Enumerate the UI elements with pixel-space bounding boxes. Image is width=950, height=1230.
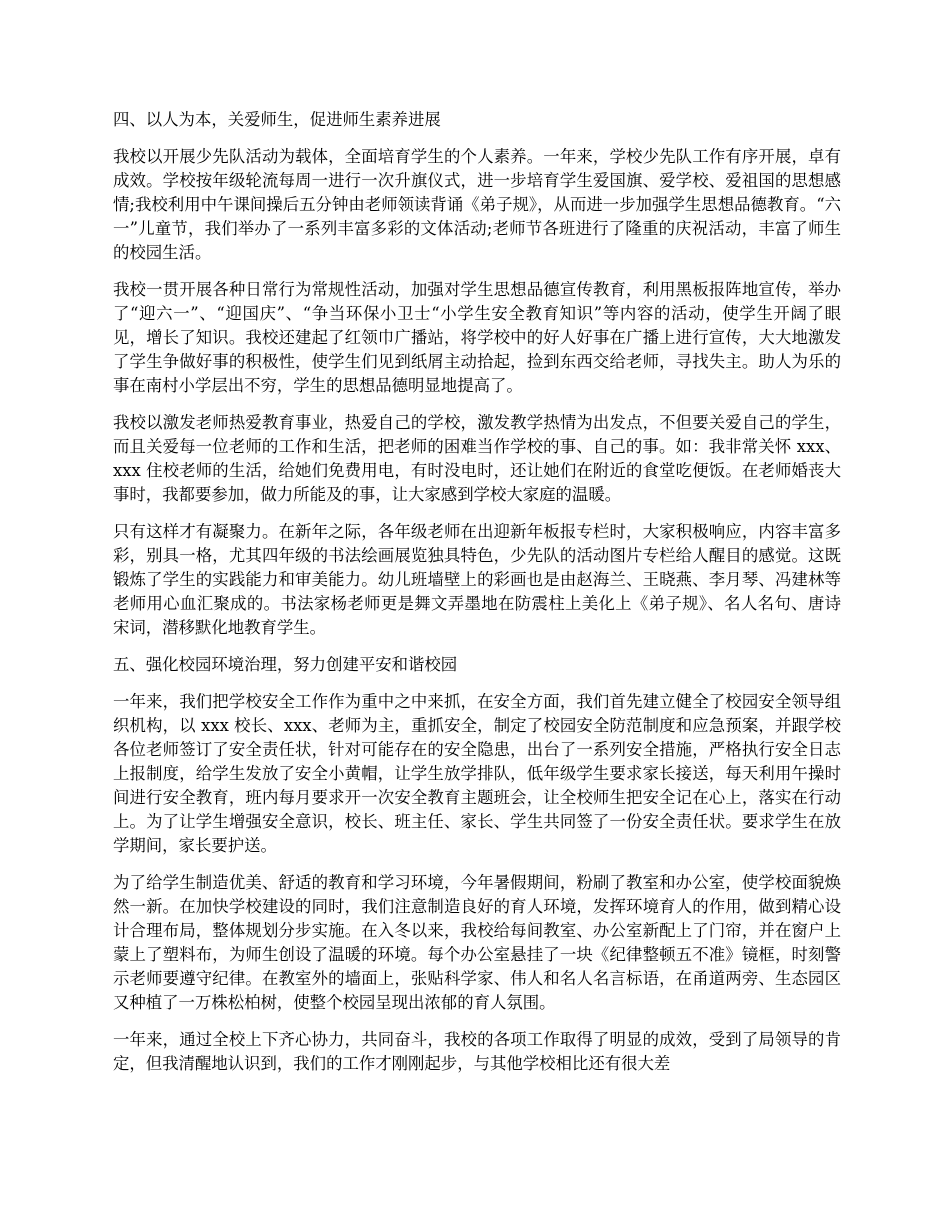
- section-5-heading: 五、强化校园环境治理，努力创建平安和谐校园: [113, 655, 458, 674]
- section-4-paragraph-4: 只有这样才有凝聚力。在新年之际，各年级老师在出迎新年板报专栏时，大家积极响应，内容丰富多彩，别具一格，尤其四年级的书法绘画展览独具特色，少先队的活动图片专栏给人醒目的感觉。这既锻炼了学生的实践能力和审美能力。幼儿班墙壁上的彩画也是由赵海兰、王晓燕、李月琴、冯建林等老师用心血汇聚成的。书法家杨老师更是舞文弄墨地在防震柱上美化上《弟子规》、名人名句、唐诗宋词，潜移默化地教育学生。: [113, 522, 841, 637]
- section-4-paragraph-3: 我校以激发老师热爱教育事业，热爱自己的学校，激发教学热情为出发点，不但要关爱自己的学生，而且关爱每一位老师的工作和生活，把老师的困难当作学校的事、自己的事。如：我非常关怀 xxx、xxx 住校老师的生活，给她们免费用电，有时没电时，还让她们在附近的食堂吃便饭。在老师婚丧大事时，我都要参加，做力所能及的事，让大家感到学校大家庭的温暖。: [113, 413, 841, 504]
- document-page: [113, 108, 841, 1089]
- section-5-paragraph-3: 一年来，通过全校上下齐心协力，共同奋斗，我校的各项工作取得了明显的成效，受到了局领导的肯定，但我清醒地认识到，我们的工作才刚刚起步，与其他学校相比还有很大差: [113, 1030, 841, 1073]
- section-4-heading: 四、以人为本，关爱师生，促进师生素养进展: [113, 110, 441, 129]
- section-4-paragraph-1: 我校以开展少先队活动为载体，全面培育学生的个人素养。一年来，学校少先队工作有序开展，卓有成效。学校按年级轮流每周一进行一次升旗仪式，进一步培育学生爱国旗、爱学校、爱祖国的思想感情;我校利用中午课间操后五分钟由老师领读背诵《弟子规》，从而进一步加强学生思想品德教育。“六一”儿童节，我们举办了一系列丰富多彩的文体活动;老师节各班进行了隆重的庆祝活动，丰富了师生的校园生活。: [113, 147, 841, 262]
- section-4-paragraph-2: 我校一贯开展各种日常行为常规性活动，加强对学生思想品德宣传教育，利用黑板报阵地宣传，举办了“迎六一”、“迎国庆”、“争当环保小卫士“小学生安全教育知识”等内容的活动，使学生开阔了眼见，增长了知识。我校还建起了红领巾广播站，将学校中的好人好事在广播上进行宣传，大大地激发了学生争做好事的积极性，使学生们见到纸屑主动拾起，捡到东西交给老师，寻找失主。助人为乐的事在南村小学层出不穷，学生的思想品德明显地提高了。: [113, 280, 841, 395]
- section-5-paragraph-1: 一年来，我们把学校安全工作作为重中之中来抓，在安全方面，我们首先建立健全了校园安全领导组织机构，以 xxx 校长、xxx、老师为主，重抓安全，制定了校园安全防范制度和应急预案，并跟学校各位老师签订了安全责任状，针对可能存在的安全隐患，出台了一系列安全措施，严格执行安全日志上报制度，给学生发放了安全小黄帽，让学生放学排队，低年级学生要求家长接送，每天利用午操时间进行安全教育，班内每月要求开一次安全教育主题班会，让全校师生把安全记在心上，落实在行动上。为了让学生增强安全意识，校长、班主任、家长、学生共同签了一份安全责任状。要求学生在放学期间，家长要护送。: [113, 692, 841, 855]
- section-5-paragraph-2: 为了给学生制造优美、舒适的教育和学习环境，今年暑假期间，粉刷了教室和办公室，使学校面貌焕然一新。在加快学校建设的同时，我们注意制造良好的育人环境，发挥环境育人的作用，做到精心设计合理布局，整体规划分步实施。在入冬以来，我校给每间教室、办公室新配上了门帘，并在窗户上蒙上了塑料布，为师生创设了温暖的环境。每个办公室悬挂了一块《纪律整顿五不准》镜框，时刻警示老师要遵守纪律。在教室外的墙面上，张贴科学家、伟人和名人名言标语，在甬道两旁、生态园区又种植了一万株松柏树，使整个校园呈现出浓郁的育人氛围。: [113, 873, 841, 1012]
